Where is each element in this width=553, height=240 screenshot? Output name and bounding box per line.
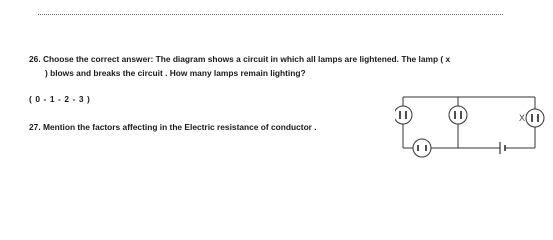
lamp-bottom [413,139,431,157]
lamp-left [395,106,412,124]
question-26-text-line-2: ) blows and breaks the circuit . How many lamps remain lighting? [45,68,306,78]
lamp-right-x [526,109,544,127]
question-26-text-line-1: 26. Choose the correct answer: The diagram shows a circuit in which all lamps are lightened. The lamp ( x [29,54,451,64]
circuit-diagram [395,92,545,162]
question-26-choices: ( 0 - 1 - 2 - 3 ) [29,94,91,104]
lamp-middle [449,106,467,124]
question-27-text: 27. Mention the factors affecting in the Electric resistance of conductor . [29,122,317,132]
dotted-separator [38,14,503,15]
lamp-x-label: X [519,113,526,123]
